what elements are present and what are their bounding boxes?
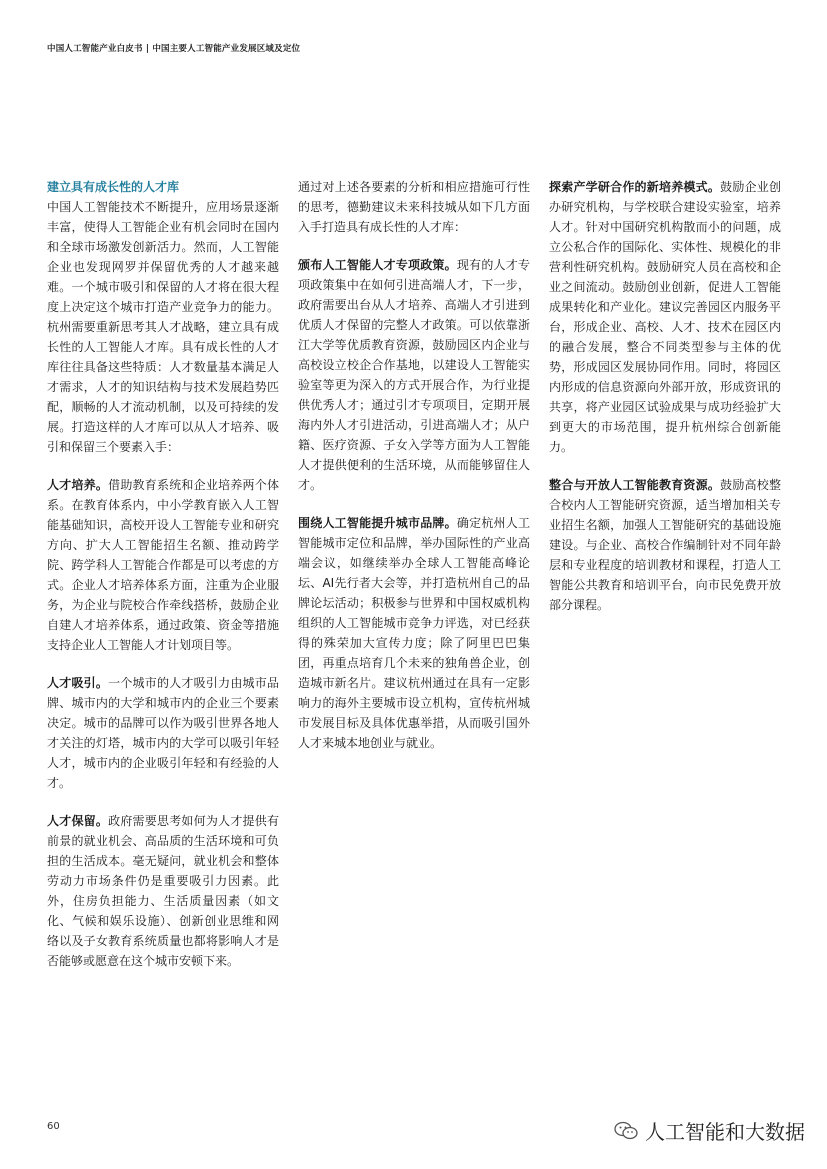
intro-paragraph: 中国人工智能技术不断提升，应用场景逐渐丰富，使得人工智能企业有机会同时在国内和全球市场激发创新活力。然而，人工智能企业也发现网罗并保留优秀的人才越来越难。一个城市吸引和保留的人才将在很大程度上决定这个城市打造产业竞争力的能力。杭州需要重新思考其人才战略，建立具有成长性的人工智能人才库。具有成长性的人才库往往具备这些特质：人才数量基本满足人才需求，人才的知识结构与技术发展趋势匹配，顺畅的人才流动机制，以及可持续的发展。打造这样的人才库可以从人才培养、吸引和保留三个要素入手： [47, 200, 279, 454]
running-header: 中国人工智能产业白皮书 | 中国主要人工智能产业发展区域及定位 [47, 44, 301, 54]
paragraph-text: 一个城市的人才吸引力由城市品牌、城市内的大学和城市内的企业三个要素决定。城市的品牌可以作为吸引世界各地人才关注的灯塔，城市内的大学可以吸引年轻人才，城市内的企业吸引年轻和有经验的人才。 [47, 676, 279, 790]
paragraph-heading: 人才保留。 [47, 814, 109, 828]
paragraph-talent-policy [298, 255, 530, 495]
paragraph-talent-retention [47, 811, 279, 971]
paragraph-industry-academia [549, 177, 781, 457]
paragraph-heading: 探索产学研合作的新培养模式。 [549, 180, 721, 194]
page-number: 60 [47, 1121, 60, 1132]
paragraph-heading: 颁布人工智能人才专项政策。 [298, 258, 457, 272]
column-2 [298, 177, 530, 771]
paragraph-city-brand [298, 513, 530, 753]
paragraph-text: 政府需要思考如何为人才提供有前景的就业机会、高品质的生活环境和可负担的生活成本。毫无疑问，就业机会和整体劳动力市场条件仍是重要吸引力因素。此外，住房负担能力、生活质量因素（如文化、气候和娱乐设施）、创新创业思维和网络以及子女教育系统质量也都将影响人才是否能够或愿意在这个城市安顿下来。 [47, 814, 279, 968]
paragraph-heading: 人才吸引。 [47, 676, 109, 690]
paragraph-education-resources [549, 475, 781, 615]
column-1 [47, 177, 279, 989]
section-block [47, 177, 279, 457]
paragraph-heading: 整合与开放人工智能教育资源。 [549, 478, 721, 492]
paragraph-text: 现有的人才专项政策集中在如何引进高端人才，下一步，政府需要出台从人才培养、高端人才引进到优质人才保留的完整人才政策。可以依靠浙江大学等优质教育资源，鼓励园区内企业与高校设立校企合作基地，以建设人工智能实验室等更为深入的方式开展合作，为行业提供优秀人才；通过引才专项项目，定期开展海内外人才引进活动，引进高端人才；从户籍、医疗资源、子女入学等方面为人工智能人才提供便利的生活环境，从而能够留住人才。 [298, 258, 530, 492]
paragraph-talent-training [47, 475, 279, 655]
watermark-text: 人工智能和大数据 [645, 1120, 805, 1144]
intro-paragraph: 通过对上述各要素的分析和相应措施可行性的思考，德勤建议未来科技城从如下几方面入手打造具有成长性的人才库： [298, 180, 530, 234]
paragraph-text: 借助教育系统和企业培养两个体系。在教育体系内，中小学教育嵌入人工智能基础知识，高校开设人工智能专业和研究方向、扩大人工智能招生名额、推动跨学院、跨学科人工智能合作都是可以考虑的方式。企业人才培养体系方面，注重为企业服务，为企业与院校合作牵线搭桥，鼓励企业自建人才培养体系，通过政策、资金等措施支持企业人工智能人才计划项目等。 [47, 478, 279, 652]
paragraph-heading: 围绕人工智能提升城市品牌。 [298, 516, 457, 530]
paragraph-heading: 人才培养。 [47, 478, 109, 492]
wechat-icon [613, 1118, 639, 1144]
paragraph-text: 鼓励高校整合校内人工智能研究资源，适当增加相关专业招生名额，加强人工智能研究的基础设施建设。与企业、高校合作编制针对不同年龄层和专业程度的培训教材和课程，打造人工智能公共教育和培训平台，向市民免费开放部分课程。 [549, 478, 781, 612]
section-title: 建立具有成长性的人才库 [47, 180, 180, 194]
column-3 [549, 177, 781, 633]
paragraph-text: 确定杭州人工智能城市定位和品牌，举办国际性的产业高端会议，如继续举办全球人工智能高峰论坛、AI先行者大会等，并打造杭州自己的品牌论坛活动；积极参与世界和中国权威机构组织的人工智能城市竞争力评选，对已经获得的殊荣加大宣传力度；除了阿里巴巴集团，再重点培育几个未来的独角兽企业，创造城市新名片。建议杭州通过在具有一定影响力的海外主要城市设立机构，宣传杭州城市发展目标及具体优惠举措，从而吸引国外人才来城本地创业与就业。 [298, 516, 530, 750]
watermark [613, 1116, 805, 1145]
paragraph-talent-attraction [47, 673, 279, 793]
paragraph-text: 鼓励企业创办研究机构，与学校联合建设实验室，培养人才。针对中国研究机构散而小的问题，成立公私合作的国际化、实体性、规模化的非营利性研究机构。鼓励研究人员在高校和企业之间流动。鼓励创业创新，促进人工智能成果转化和产业化。建议完善园区内服务平台，形成企业、高校、人才、技术在园区内的融合发展，整合不同类型参与主体的优势，形成园区发展协同作用。同时，将园区内形成的信息资源向外部开放，形成资讯的共享，将产业园区试验成果与成功经验扩大到更大的市场范围，提升杭州综合创新能力。 [549, 180, 781, 454]
